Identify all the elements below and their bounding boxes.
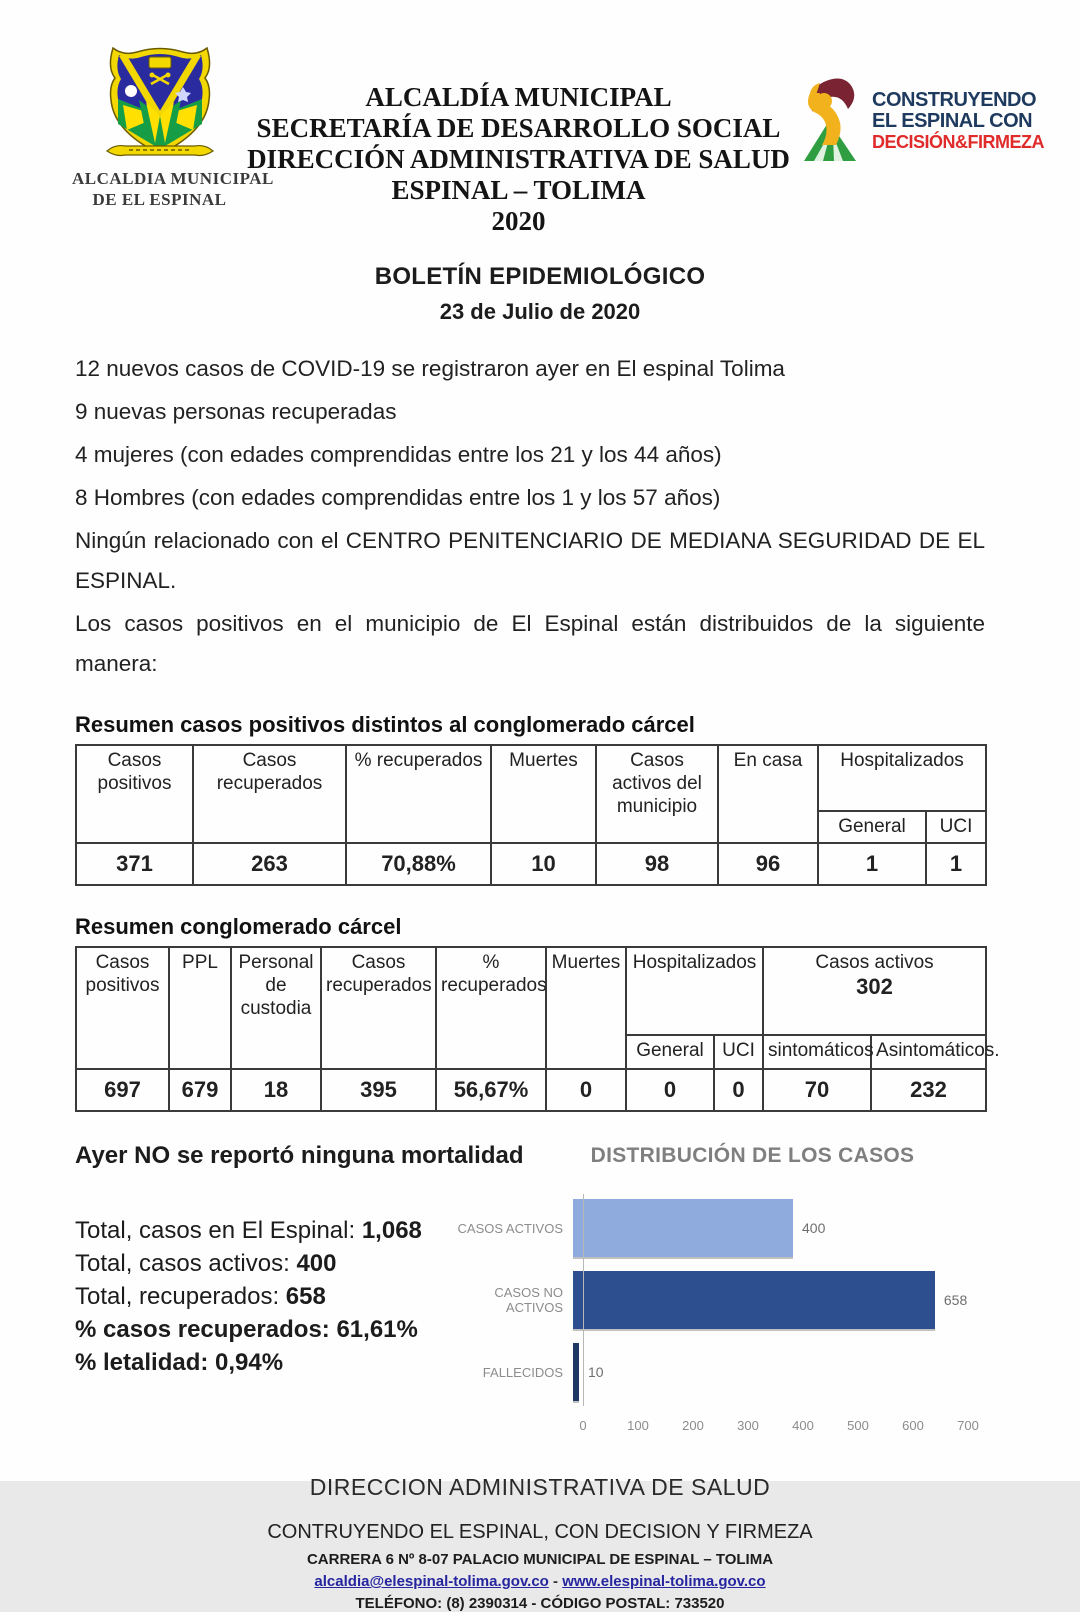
- stat-label: % letalidad:: [75, 1349, 209, 1376]
- chart-category-label: CASOS ACTIVOS: [457, 1220, 563, 1236]
- title-line-5: 2020: [491, 206, 546, 236]
- table-header-cell: Asintomáticos.: [871, 1035, 986, 1069]
- body-text: [75, 349, 985, 684]
- table1-heading: Resumen casos positivos distintos al conglomerado cárcel: [75, 712, 695, 737]
- footer-website-link[interactable]: www.elespinal-tolima.gov.co: [562, 1573, 766, 1590]
- footer-link-separator: -: [553, 1573, 559, 1590]
- stat-label: Total, casos activos:: [75, 1250, 290, 1277]
- footer: [0, 1474, 1080, 1612]
- table-header-cell: Casos recuperados: [193, 745, 346, 843]
- table-header-cell: % recuperados: [436, 947, 546, 1069]
- table-value-cell: 1: [818, 843, 926, 885]
- table-header-cell: Muertes: [491, 745, 596, 843]
- footer-slogan: CONTRUYENDO EL ESPINAL, CON DECISION Y FIRMEZA: [267, 1521, 813, 1543]
- chart-row: [445, 1192, 1060, 1264]
- document-title: [247, 82, 790, 237]
- table-header-cell: PPL: [169, 947, 231, 1069]
- chart-row: [445, 1264, 1060, 1336]
- chart-axis-tick: 200: [682, 1418, 704, 1433]
- chart-bar: [573, 1271, 935, 1329]
- table-value-cell: 0: [714, 1069, 763, 1111]
- table-value-cell: 56,67%: [436, 1069, 546, 1111]
- chart-row: [445, 1336, 1060, 1408]
- title-line-4: ESPINAL – TOLIMA: [391, 175, 646, 205]
- table-value-cell: 697: [76, 1069, 169, 1111]
- stat-total-casos: [75, 1214, 445, 1247]
- table-header-cell: General: [626, 1035, 714, 1069]
- stat-label: Total, casos en El Espinal:: [75, 1217, 356, 1244]
- stat-value: 400: [296, 1250, 337, 1277]
- footer-department: DIRECCION ADMINISTRATIVA DE SALUD: [309, 1474, 771, 1500]
- paragraph: 4 mujeres (con edades comprendidas entre los 21 y los 44 años): [75, 442, 722, 467]
- table-header-cell: Hospitalizados: [626, 947, 763, 1035]
- table-value-cell: 0: [626, 1069, 714, 1111]
- paragraph: Los casos positivos en el municipio de El Espinal están distribuidos de la siguiente manera:: [75, 611, 985, 676]
- title-line-3: DIRECCIÓN ADMINISTRATIVA DE SALUD: [247, 144, 790, 174]
- chart-axis-tick: 100: [627, 1418, 649, 1433]
- table-header-row: [76, 947, 986, 1035]
- table-municipio: [75, 744, 987, 886]
- stat-value: 1,068: [361, 1217, 422, 1244]
- campaign-text-line1: CONSTRUYENDO: [872, 88, 1037, 111]
- table-value-cell: 232: [871, 1069, 986, 1111]
- stat-value: 0,94%: [215, 1349, 284, 1376]
- table-header-row: [76, 745, 986, 811]
- bulletin-date: 23 de Julio de 2020: [439, 299, 641, 324]
- footer-email-link[interactable]: alcaldia@elespinal-tolima.gov.co: [314, 1573, 549, 1590]
- paragraph: Ningún relacionado con el CENTRO PENITENCIARIO DE MEDIANA SEGURIDAD DE EL ESPINAL.: [75, 528, 985, 593]
- stat-pct-recuperados: [75, 1313, 445, 1346]
- campaign-text-line2: EL ESPINAL CON: [872, 109, 1033, 132]
- municipal-crest-logo: [72, 42, 274, 209]
- totals-list: [75, 1214, 445, 1379]
- table-value-cell: 18: [231, 1069, 321, 1111]
- footer-links: [0, 1573, 1080, 1590]
- table-header-cell: UCI: [714, 1035, 763, 1069]
- table-value-cell: 70: [763, 1069, 871, 1111]
- campaign-text-line3: DECISIÓN&FIRMEZA: [872, 131, 1044, 152]
- paragraph: 8 Hombres (con edades comprendidas entre los 1 y los 57 años): [75, 485, 721, 510]
- footer-address: CARRERA 6 Nº 8-07 PALACIO MUNICIPAL DE ESPINAL – TOLIMA: [306, 1551, 774, 1568]
- stat-letalidad: [75, 1346, 445, 1379]
- table-value-row: [76, 843, 986, 885]
- table-value-cell: 371: [76, 843, 193, 885]
- casos-activos-label: Casos activos: [815, 952, 934, 973]
- title-line-1: ALCALDÍA MUNICIPAL: [365, 82, 672, 112]
- table-value-cell: 98: [596, 843, 718, 885]
- stat-casos-activos: [75, 1247, 445, 1280]
- stat-recuperados: [75, 1280, 445, 1313]
- chart-bar: [573, 1199, 793, 1257]
- bulletin-title: BOLETÍN EPIDEMIOLÓGICO: [374, 263, 706, 290]
- crest-shield-icon: [99, 42, 221, 167]
- chart-title: DISTRIBUCIÓN DE LOS CASOS: [590, 1144, 915, 1167]
- chart-x-axis: [579, 1418, 1060, 1440]
- table-header-cell: Casos positivos: [76, 745, 193, 843]
- table-header-cell: General: [818, 811, 926, 843]
- stat-label: % casos recuperados:: [75, 1316, 330, 1343]
- bottom-section: [75, 1142, 1060, 1440]
- campaign-figure-icon: [790, 77, 868, 165]
- chart-category-label: FALLECIDOS: [482, 1364, 563, 1380]
- chart-axis-tick: 700: [957, 1418, 979, 1433]
- table2-heading: Resumen conglomerado cárcel: [75, 914, 402, 939]
- chart-bar: [573, 1343, 579, 1401]
- table-header-cell: % recuperados: [346, 745, 491, 843]
- table-value-cell: 1: [926, 843, 986, 885]
- table-carcel: [75, 946, 1000, 1112]
- chart-axis-tick: 300: [737, 1418, 759, 1433]
- header: [0, 0, 1080, 237]
- table-value-cell: 10: [491, 843, 596, 885]
- campaign-logo-text: [872, 90, 1044, 153]
- table-value-cell: 96: [718, 843, 818, 885]
- table-header-cell: Personal de custodia: [231, 947, 321, 1069]
- crest-caption-line1: ALCALDIA MUNICIPAL: [72, 169, 274, 188]
- bulletin-header: [0, 263, 1080, 325]
- table-header-cell: Casos activos del municipio: [596, 745, 718, 843]
- table-value-cell: 70,88%: [346, 843, 491, 885]
- footer-phone: TELÉFONO: (8) 2390314 - CÓDIGO POSTAL: 733520: [355, 1595, 725, 1612]
- chart-axis-tick: 500: [847, 1418, 869, 1433]
- chart-y-axis-line: [583, 1194, 584, 1406]
- table-value-row: [76, 1069, 986, 1111]
- table-header-cell: En casa: [718, 745, 818, 843]
- chart-bar-value: 658: [943, 1292, 968, 1308]
- stat-value: 61,61%: [336, 1316, 418, 1343]
- table-value-cell: 263: [193, 843, 346, 885]
- chart-bar-value: 400: [802, 1220, 826, 1236]
- cases-distribution-chart: [445, 1142, 1060, 1440]
- table-header-cell: Casos positivos: [76, 947, 169, 1069]
- table-header-cell: Hospitalizados: [818, 745, 986, 811]
- chart-axis-tick: 0: [579, 1418, 587, 1433]
- crest-caption-line2: DE EL ESPINAL: [92, 190, 227, 209]
- title-line-2: SECRETARÍA DE DESARROLLO SOCIAL: [256, 113, 781, 143]
- mortality-note: Ayer NO se reportó ninguna mortalidad: [75, 1142, 524, 1169]
- stat-value: 658: [285, 1283, 326, 1310]
- chart-plot-area: [445, 1192, 1060, 1408]
- chart-axis-tick: 400: [792, 1418, 814, 1433]
- chart-axis-tick: 600: [902, 1418, 924, 1433]
- chart-category-label: CASOS NO ACTIVOS: [494, 1285, 563, 1315]
- table-header-cell: UCI: [926, 811, 986, 843]
- campaign-logo: [790, 77, 1060, 165]
- table-header-cell: Casos recuperados: [321, 947, 436, 1069]
- stat-label: Total, recuperados:: [75, 1283, 280, 1310]
- table-value-cell: 395: [321, 1069, 436, 1111]
- table-value-cell: 679: [169, 1069, 231, 1111]
- chart-bar-value: 10: [588, 1364, 604, 1380]
- paragraph: 12 nuevos casos de COVID-19 se registraron ayer en El espinal Tolima: [75, 356, 785, 381]
- table-value-cell: 0: [546, 1069, 626, 1111]
- table-header-cell: Muertes: [546, 947, 626, 1069]
- paragraph: 9 nuevas personas recuperadas: [75, 399, 397, 424]
- table-header-cell: [763, 947, 986, 1035]
- casos-activos-total: 302: [856, 974, 893, 999]
- table-header-cell: sintomáticos: [763, 1035, 871, 1069]
